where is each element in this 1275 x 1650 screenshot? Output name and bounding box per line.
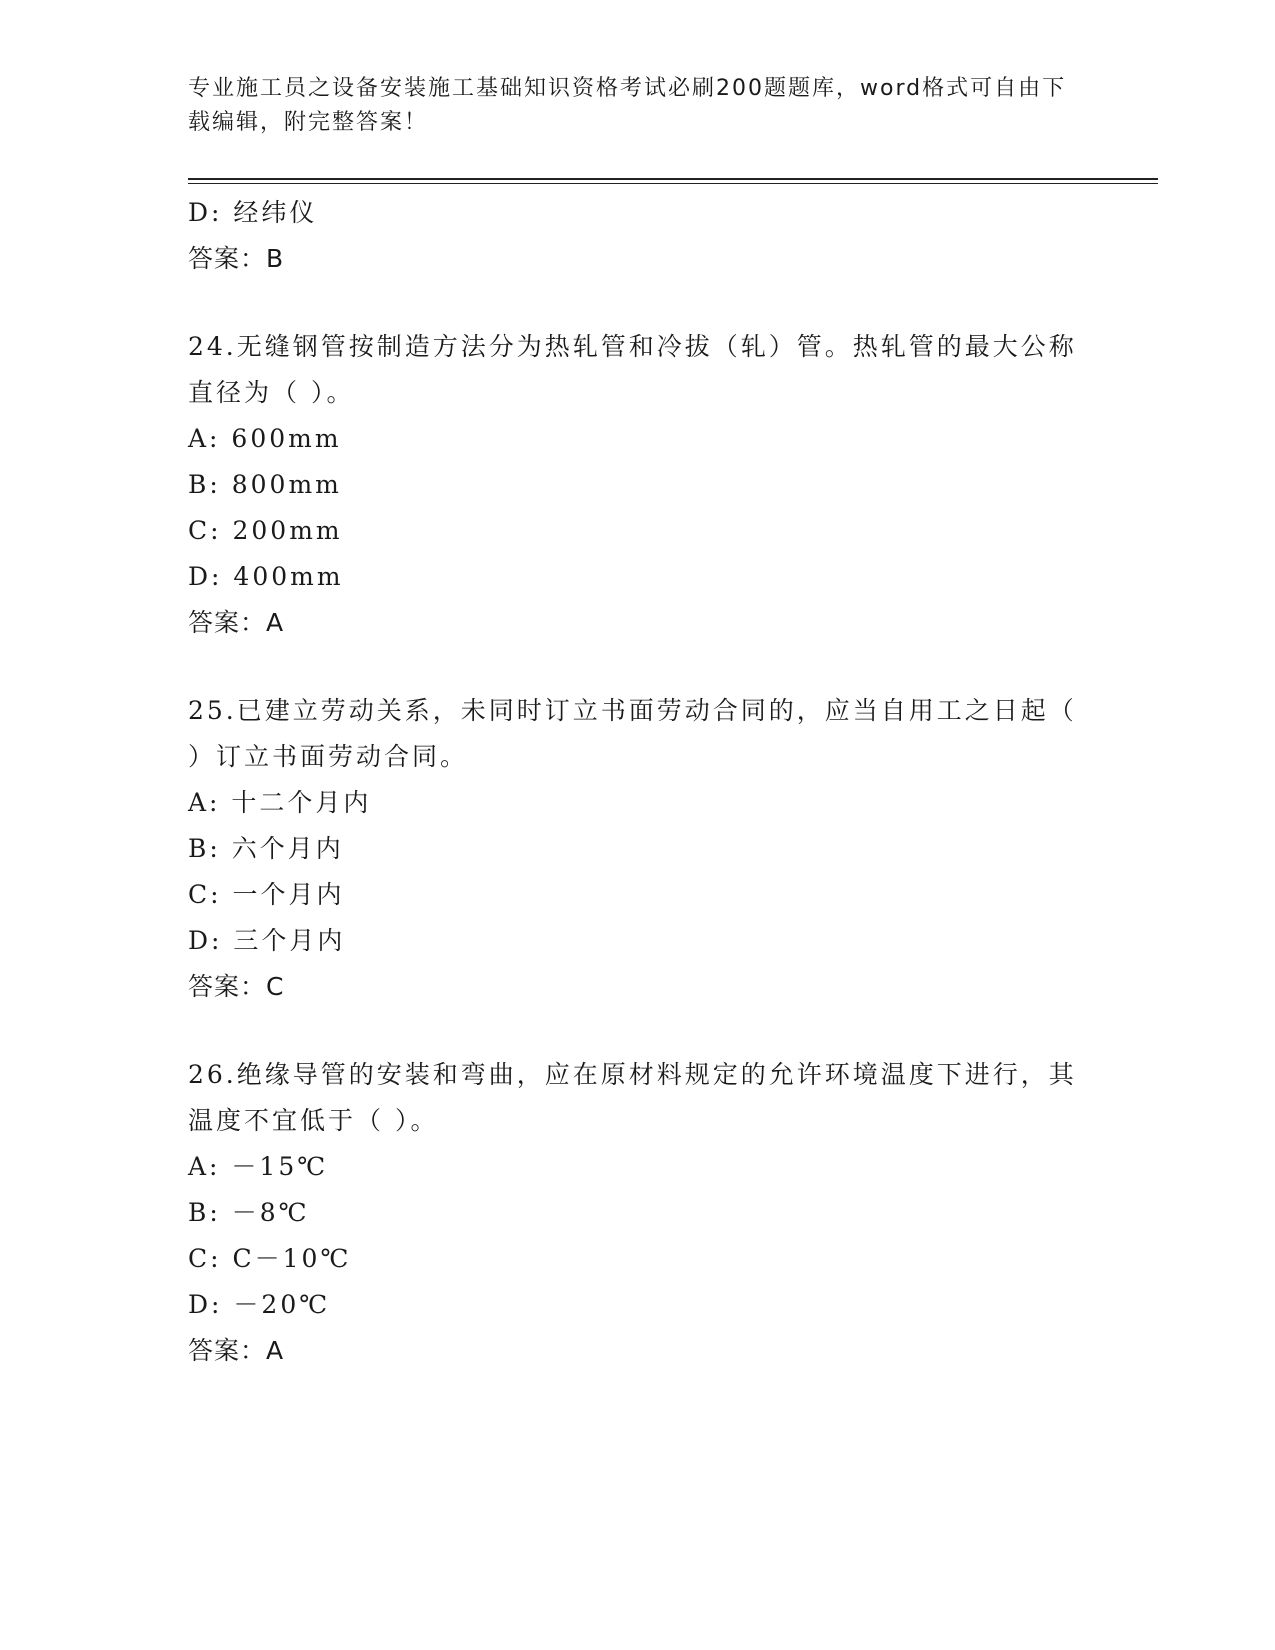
answer: 答案：A bbox=[188, 608, 285, 637]
question-text: 26.绝缘导管的安装和弯曲，应在原材料规定的允许环境温度下进行，其温度不宜低于（ ）。 bbox=[188, 1060, 1077, 1135]
option-d: D: 经纬仪 bbox=[188, 198, 318, 227]
question-24 bbox=[188, 324, 1088, 646]
document-header bbox=[188, 72, 1088, 140]
answer: 答案：B bbox=[188, 244, 285, 273]
option-b: B: 800mm bbox=[188, 470, 342, 499]
option-a: A: 十二个月内 bbox=[188, 788, 372, 817]
question-25 bbox=[188, 688, 1088, 1010]
header-rule-thin bbox=[188, 183, 1158, 184]
option-a: A: 600mm bbox=[188, 424, 342, 453]
option-d: D: 三个月内 bbox=[188, 926, 346, 955]
option-d: D: 400mm bbox=[188, 562, 344, 591]
answer: 答案：A bbox=[188, 1336, 285, 1365]
question-26 bbox=[188, 1052, 1088, 1374]
option-c: C: 200mm bbox=[188, 516, 343, 545]
question-text: 24.无缝钢管按制造方法分为热轧管和冷拔（轧）管。热轧管的最大公称直径为（ ）。 bbox=[188, 332, 1077, 407]
answer: 答案：C bbox=[188, 972, 285, 1001]
option-b: B: －8℃ bbox=[188, 1198, 310, 1227]
question-text: 25.已建立劳动关系，未同时订立书面劳动合同的，应当自用工之日起（ ）订立书面劳动合同。 bbox=[188, 696, 1077, 771]
previous-question-fragment bbox=[188, 190, 1088, 282]
header-title: 专业施工员之设备安装施工基础知识资格考试必刷200题题库，word格式可自由下载编辑，附完整答案！ bbox=[188, 76, 1067, 135]
option-c: C: 一个月内 bbox=[188, 880, 345, 909]
question-list bbox=[188, 190, 1088, 1374]
option-c: C: C－10℃ bbox=[188, 1244, 352, 1273]
option-b: B: 六个月内 bbox=[188, 834, 344, 863]
option-a: A: －15℃ bbox=[188, 1152, 329, 1181]
option-d: D: －20℃ bbox=[188, 1290, 331, 1319]
header-rule-thick bbox=[188, 178, 1158, 180]
